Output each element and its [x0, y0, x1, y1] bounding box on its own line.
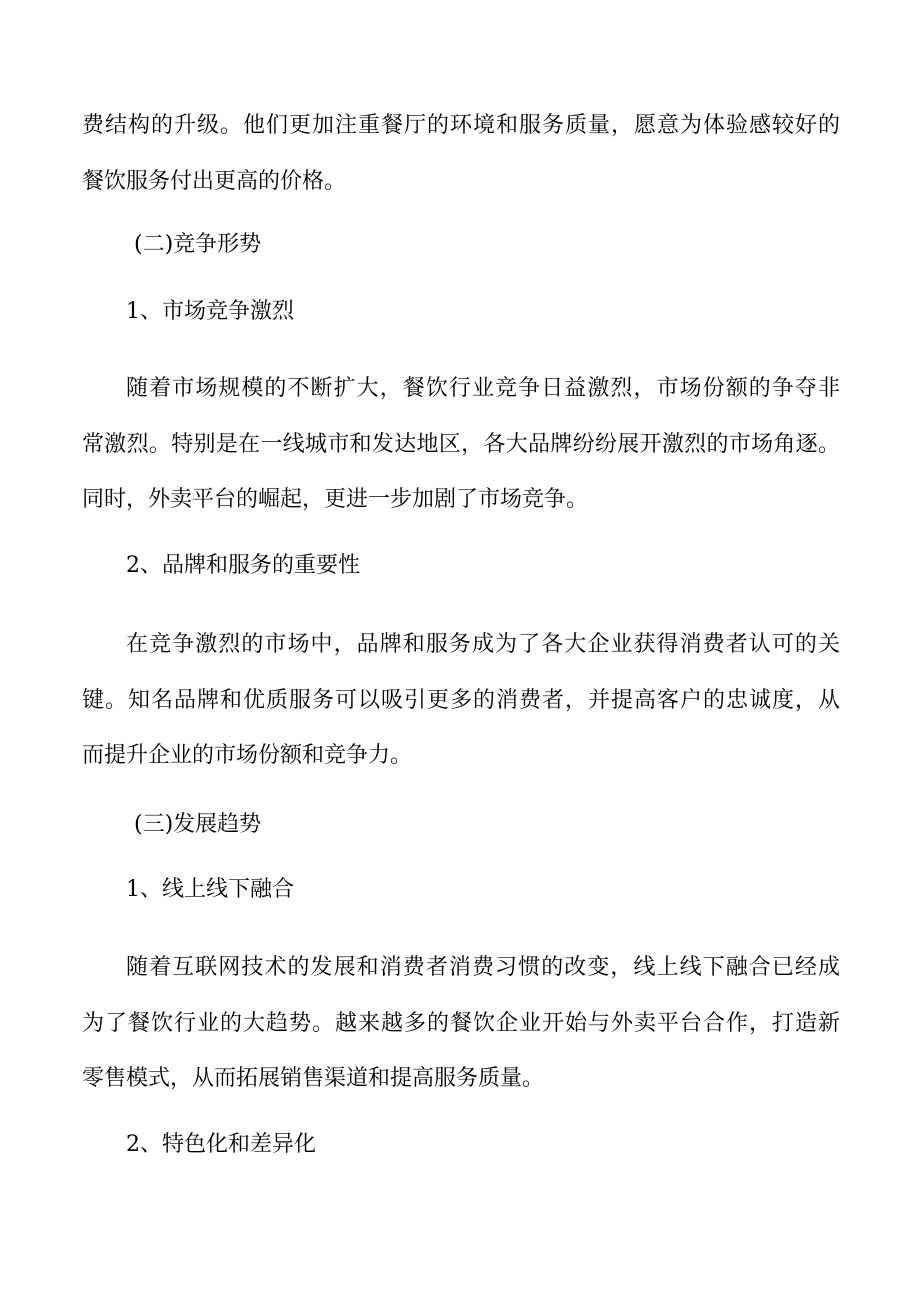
subsection-title: 1、市场竞争激烈: [126, 299, 294, 324]
subsection-title: 1、线上线下融合: [126, 877, 294, 902]
paragraph-line: 同时，外卖平台的崛起，更进一步加剧了市场竞争。: [82, 487, 589, 512]
section-heading: (三)发展趋势: [134, 812, 262, 837]
paragraph-line: 随着互联网技术的发展和消费者消费习惯的改变，线上线下融合已经成: [126, 955, 840, 980]
paragraph-line: 费结构的升级。他们更加注重餐厅的环境和服务质量，愿意为体验感较好的: [82, 113, 840, 138]
subsection-title: 2、品牌和服务的重要性: [126, 553, 360, 578]
paragraph-line: 而提升企业的市场份额和竞争力。: [82, 743, 413, 768]
section-heading: (二)竞争形势: [134, 232, 262, 257]
paragraph-line: 零售模式，从而拓展销售渠道和提高服务质量。: [82, 1066, 545, 1091]
paragraph-line: 随着市场规模的不断扩大，餐饮行业竞争日益激烈，市场份额的争夺非: [126, 376, 840, 401]
paragraph-line: 键。知名品牌和优质服务可以吸引更多的消费者，并提高客户的忠诚度，从: [82, 688, 840, 713]
paragraph-line: 在竞争激烈的市场中，品牌和服务成为了各大企业获得消费者认可的关: [126, 632, 840, 657]
subsection-title: 2、特色化和差异化: [126, 1132, 316, 1157]
paragraph-line: 餐饮服务付出更高的价格。: [82, 169, 347, 194]
paragraph-line: 常激烈。特别是在一线城市和发达地区，各大品牌纷纷展开激烈的市场角逐。: [82, 432, 840, 457]
paragraph-line: 为了餐饮行业的大趋势。越来越多的餐饮企业开始与外卖平台合作，打造新: [82, 1011, 840, 1036]
